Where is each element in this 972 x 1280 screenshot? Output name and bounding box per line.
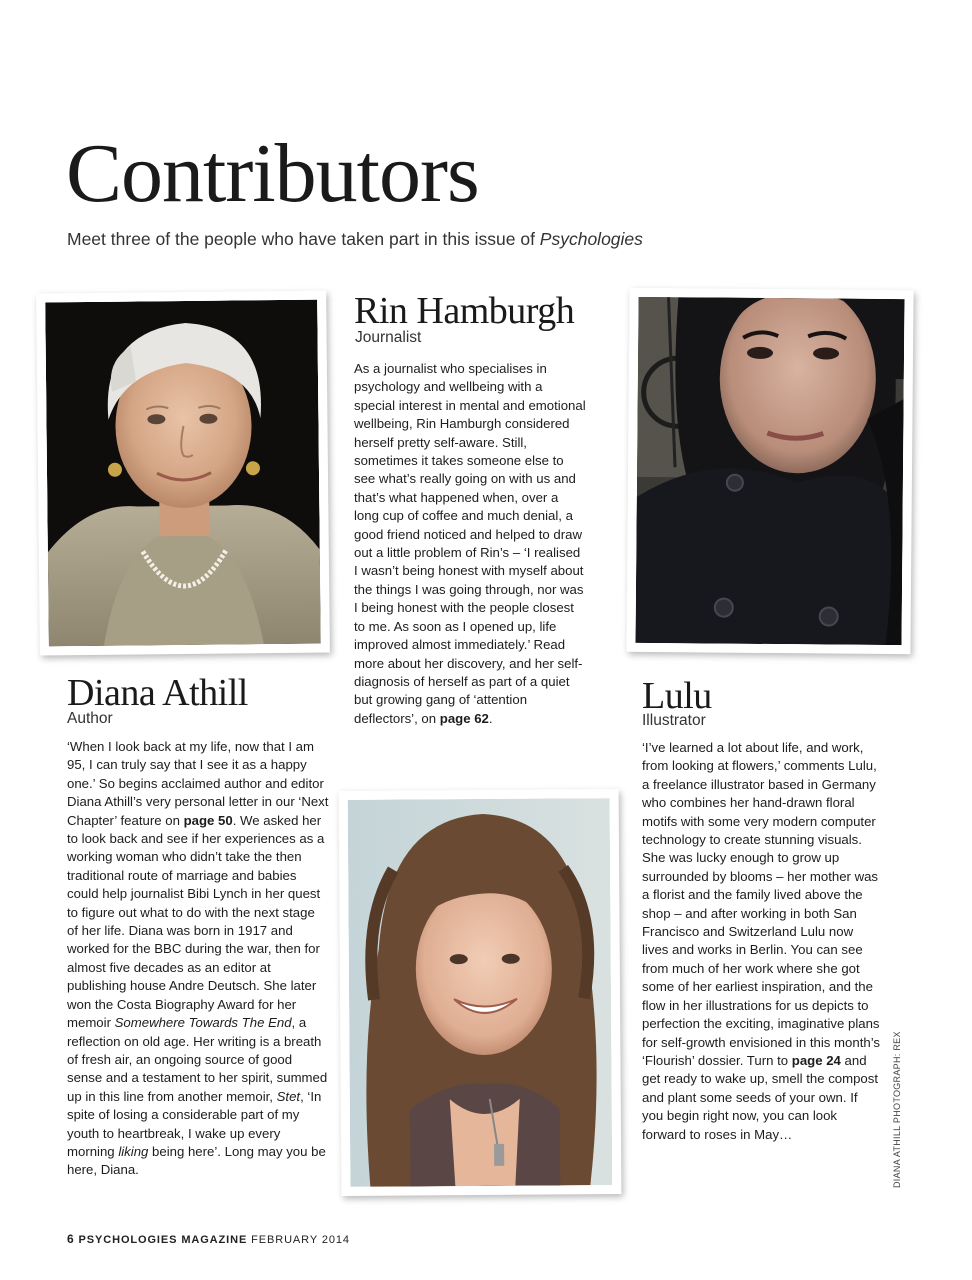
page-number: 6 <box>67 1232 75 1246</box>
lulu-bio-page-ref: page 24 <box>791 1052 841 1068</box>
diana-athill-role: Author <box>67 710 113 727</box>
subtitle-text: Meet three of the people who have taken part in this issue of <box>67 229 540 249</box>
diana-bio-text-1: ‘When I look back at my life, now that I am 95, I can truly say that I see it as a happy one.’ So begins acclaimed author and editor Diana Athill’s very personal letter in our ‘Next Chapter’ feature on <box>67 739 329 828</box>
diana-bio-page-ref: page 50 <box>183 812 233 828</box>
photo-credit: DIANA ATHILL PHOTOGRAPH: REX <box>892 1031 902 1188</box>
page-subtitle <box>67 229 643 250</box>
lulu-bio-text-2: and get ready to wake up, smell the compost and plant some seeds of your own. If you begin right now, you can look forward to roses in May… <box>642 1052 879 1142</box>
diana-bio-book-1: Somewhere Towards The End <box>114 1015 292 1031</box>
subtitle-magazine-name: Psychologies <box>539 229 643 249</box>
lulu-name: Lulu <box>642 675 712 717</box>
diana-athill-name: Diana Athill <box>67 672 248 714</box>
rin-hamburgh-bio <box>354 360 586 728</box>
rin-bio-text: As a journalist who specialises in psychology and wellbeing with a special interest in mental and emotional wellbeing, Rin Hamburgh considered herself pretty self-aware. Still, sometimes it takes someone else to see what’s really going on with us and that’s what happened when, over a long cup of coffee and much denial, a good friend noticed and helped to draw out a little problem of Rin’s – ‘I realised I wasn’t being honest with myself about the things I was going through, nor was I being honest with the people closest to me. As soon as I opened up, life improved almost immediately.’ Read more about her discovery, and her self-diagnosis of herself as part of a quiet but growing gang of ‘attention deflectors’, on <box>354 361 586 726</box>
rin-hamburgh-name: Rin Hamburgh <box>354 290 575 332</box>
lulu-photo <box>626 288 913 654</box>
diana-bio-text-2: . We asked her to look back and see if her experiences as a working woman who didn’t take the then traditional route of marriage and babies could help journalist Bibi Lynch in her quest to figure out what to do with the next stage of her life. Diana was born in 1917 and worked for the BBC during the war, then for almost five decades as an editor at publishing house Andre Deutsch. She later won the Costa Biography Award for her memoir <box>67 812 325 1031</box>
rin-bio-end: . <box>488 710 493 726</box>
footer-magazine-name: PSYCHOLOGIES MAGAZINE <box>78 1234 248 1246</box>
rin-portrait-image <box>348 798 613 1187</box>
rin-hamburgh-role: Journalist <box>355 329 422 346</box>
footer-issue-date: FEBRUARY 2014 <box>251 1234 350 1246</box>
diana-portrait-image <box>45 300 321 647</box>
lulu-bio-text-1: ‘I’ve learned a lot about life, and work, from looking at flowers,’ comments Lulu, a freelance illustrator based in Germany who combines her hand-drawn floral motifs with some very modern computer technology to create stunning visuals. She was lucky enough to grow up surrounded by blooms – her mother was a florist and the family lived above the shop – and after working in both San Francisco and Switzerland Lulu now lives and works in Berlin. You can see from much of her work where she got some of her earliest inspiration, and the flow in her illustrations for us depicts to perfection the exciting, imaginative plans for self-growth envisioned in this month’s ‘Flourish’ dossier. Turn to <box>642 740 880 1068</box>
diana-bio-text-4: , ‘In spite of losing a considerable part of my youth to heartbreak, I wake up every morning <box>67 1088 322 1159</box>
diana-bio-text-3: , a reflection on old age. Her writing is a breath of fresh air, an ongoing source of good sense and a testament to her spirit, summed up in this line from another memoir, <box>67 1015 328 1104</box>
rin-hamburgh-photo <box>339 789 622 1196</box>
page-footer <box>67 1232 350 1246</box>
diana-athill-bio <box>67 738 329 1180</box>
diana-athill-photo <box>36 290 330 655</box>
diana-bio-text-5: being here’. Long may you be here, Diana. <box>67 1143 326 1178</box>
page-title: Contributors <box>66 127 479 220</box>
lulu-bio <box>642 739 880 1144</box>
lulu-role: Illustrator <box>642 712 706 729</box>
diana-bio-book-2: Stet <box>276 1088 301 1104</box>
lulu-portrait-image <box>635 297 904 645</box>
diana-bio-liking: liking <box>118 1143 149 1159</box>
rin-bio-page-ref: page 62 <box>439 710 489 726</box>
